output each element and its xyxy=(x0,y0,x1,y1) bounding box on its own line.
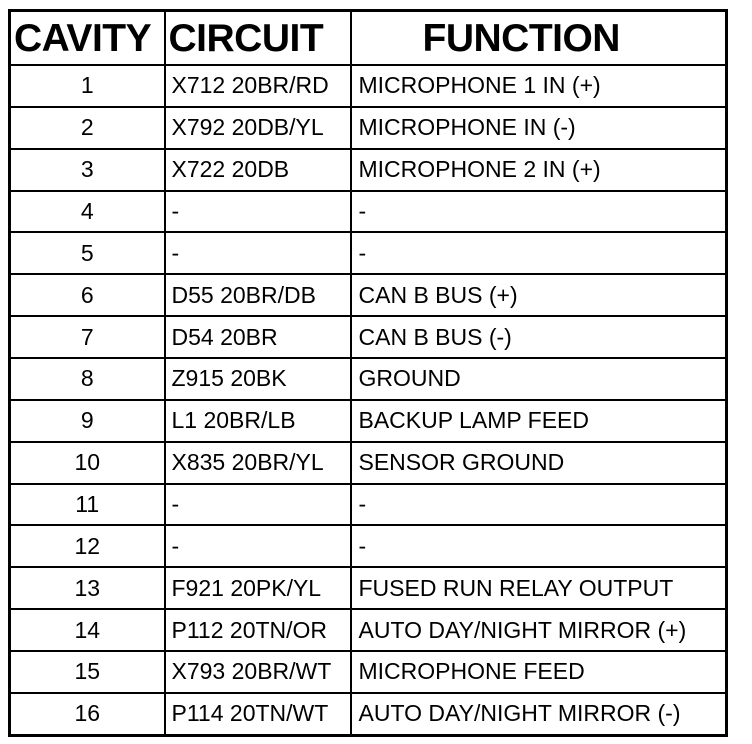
table-row xyxy=(10,149,727,191)
cavity-cell: 12 xyxy=(10,525,165,567)
table-row xyxy=(10,525,727,567)
table-row xyxy=(10,274,727,316)
column-header-function: FUNCTION xyxy=(351,11,727,66)
circuit-cell: D54 20BR xyxy=(165,316,351,358)
circuit-cell: - xyxy=(165,484,351,526)
circuit-cell: X722 20DB xyxy=(165,149,351,191)
function-cell: MICROPHONE 2 IN (+) xyxy=(351,149,727,191)
function-cell: MICROPHONE 1 IN (+) xyxy=(351,65,727,107)
function-cell: CAN B BUS (-) xyxy=(351,316,727,358)
function-cell: AUTO DAY/NIGHT MIRROR (-) xyxy=(351,693,727,736)
table-row xyxy=(10,442,727,484)
function-cell: FUSED RUN RELAY OUTPUT xyxy=(351,567,727,609)
table-row xyxy=(10,693,727,736)
column-header-circuit: CIRCUIT xyxy=(165,11,351,66)
cavity-cell: 8 xyxy=(10,358,165,400)
circuit-cell: F921 20PK/YL xyxy=(165,567,351,609)
function-cell: - xyxy=(351,525,727,567)
circuit-cell: Z915 20BK xyxy=(165,358,351,400)
table-row xyxy=(10,316,727,358)
function-cell: MICROPHONE IN (-) xyxy=(351,107,727,149)
header-row xyxy=(10,11,727,66)
table-row xyxy=(10,484,727,526)
circuit-cell: P112 20TN/OR xyxy=(165,609,351,651)
table-row xyxy=(10,609,727,651)
circuit-cell: - xyxy=(165,525,351,567)
table-row xyxy=(10,65,727,107)
function-cell: - xyxy=(351,232,727,274)
circuit-cell: P114 20TN/WT xyxy=(165,693,351,736)
table-row xyxy=(10,567,727,609)
cavity-cell: 4 xyxy=(10,191,165,233)
function-cell: SENSOR GROUND xyxy=(351,442,727,484)
table-row xyxy=(10,107,727,149)
circuit-cell: - xyxy=(165,191,351,233)
table-row xyxy=(10,651,727,693)
table-row xyxy=(10,191,727,233)
cavity-cell: 13 xyxy=(10,567,165,609)
function-cell: - xyxy=(351,191,727,233)
cavity-cell: 11 xyxy=(10,484,165,526)
function-cell: - xyxy=(351,484,727,526)
cavity-cell: 1 xyxy=(10,65,165,107)
circuit-cell: X712 20BR/RD xyxy=(165,65,351,107)
connector-pinout-table xyxy=(8,9,728,737)
circuit-cell: - xyxy=(165,232,351,274)
table-row xyxy=(10,232,727,274)
function-cell: CAN B BUS (+) xyxy=(351,274,727,316)
cavity-cell: 7 xyxy=(10,316,165,358)
table-row xyxy=(10,358,727,400)
function-cell: BACKUP LAMP FEED xyxy=(351,400,727,442)
cavity-cell: 3 xyxy=(10,149,165,191)
circuit-cell: D55 20BR/DB xyxy=(165,274,351,316)
cavity-cell: 2 xyxy=(10,107,165,149)
cavity-cell: 16 xyxy=(10,693,165,736)
cavity-cell: 6 xyxy=(10,274,165,316)
cavity-cell: 14 xyxy=(10,609,165,651)
column-header-cavity: CAVITY xyxy=(10,11,165,66)
function-cell: AUTO DAY/NIGHT MIRROR (+) xyxy=(351,609,727,651)
circuit-cell: L1 20BR/LB xyxy=(165,400,351,442)
function-cell: GROUND xyxy=(351,358,727,400)
circuit-cell: X792 20DB/YL xyxy=(165,107,351,149)
circuit-cell: X793 20BR/WT xyxy=(165,651,351,693)
cavity-cell: 5 xyxy=(10,232,165,274)
table-row xyxy=(10,400,727,442)
table-body xyxy=(10,65,727,736)
circuit-cell: X835 20BR/YL xyxy=(165,442,351,484)
cavity-cell: 10 xyxy=(10,442,165,484)
cavity-cell: 15 xyxy=(10,651,165,693)
cavity-cell: 9 xyxy=(10,400,165,442)
function-cell: MICROPHONE FEED xyxy=(351,651,727,693)
